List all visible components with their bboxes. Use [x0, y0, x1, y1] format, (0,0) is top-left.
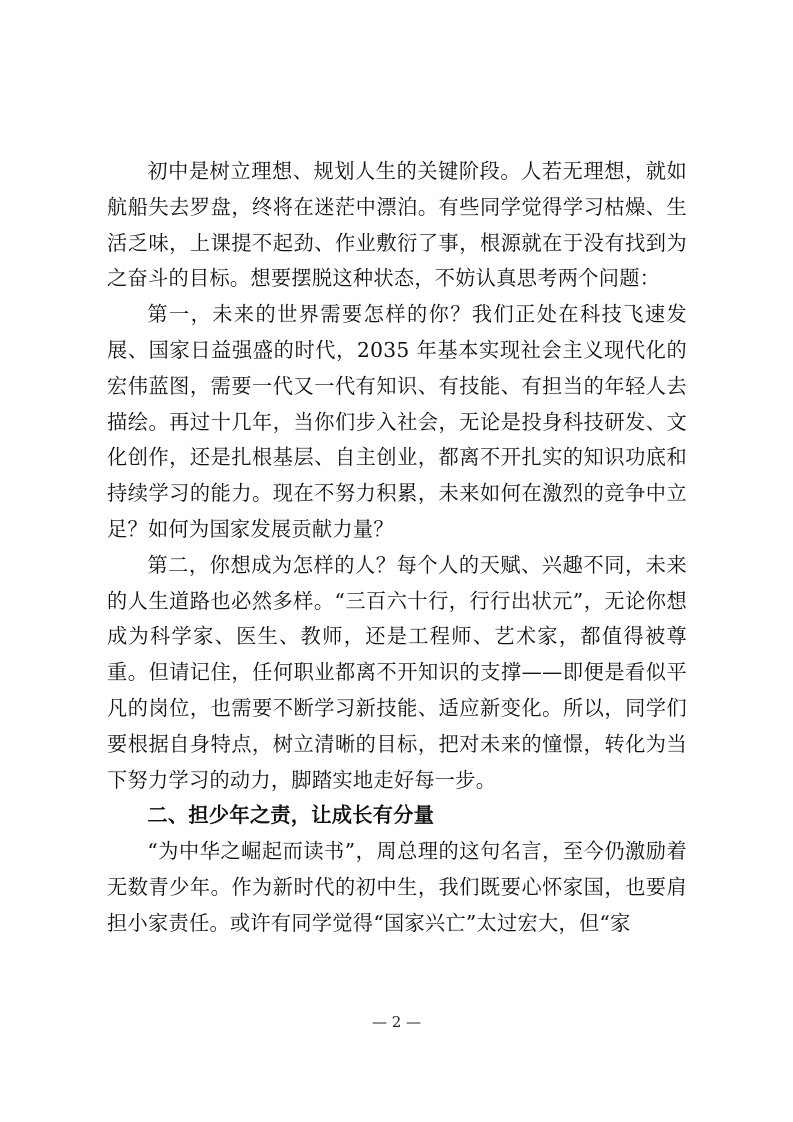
paragraph-responsibility: “为中华之崛起而读书”，周总理的这句名言，至今仍激励着无数青少年。作为新时代的初中生，我们既要心怀家国，也要肩担小家责任。或许有同学觉得“国家兴亡”太过宏大，但“家 — [107, 839, 687, 935]
paragraph-ideals-intro: 初中是树立理想、规划人生的关键阶段。人若无理想，就如航船失去罗盘，终将在迷茫中漂泊。有些同学觉得学习枯燥、生活乏味，上课提不起劲、作业敷衍了事，根源就在于没有找到为之奋斗的目标。想要摆脱这种状态，不妨认真思考两个问题： — [107, 159, 687, 291]
paragraph-question-one: 第一，未来的世界需要怎样的你？我们正处在科技飞速发展、国家日益强盛的时代，2035 年基本实现社会主义现代化的宏伟蓝图，需要一代又一代有知识、有技能、有担当的年轻人去描绘。再过十几年，当你们步入社会，无论是投身科技研发、文化创作，还是扎根基层、自主创业，都离不开扎实的知识功底和持续学习的能力。现在不努力积累，未来如何在激烈的竞争中立足？如何为国家发展贡献力量？ — [107, 302, 687, 541]
section-heading-two: 二、担少年之责，让成长有分量 — [147, 803, 435, 828]
body-text — [107, 154, 687, 942]
page-number: — 2 — — [371, 1013, 422, 1031]
paragraph-question-two: 第二，你想成为怎样的人？每个人的天赋、兴趣不同，未来的人生道路也必然多样。“三百六十行，行行出状元”，无论你想成为科学家、医生、教师，还是工程师、艺术家，都值得被尊重。但请记住，任何职业都离不开知识的支撑——即便是看似平凡的岗位，也需要不断学习新技能、适应新变化。所以，同学们要根据自身特点，树立清晰的目标，把对未来的憧憬，转化为当下努力学习的动力，脚踏实地走好每一步。 — [107, 552, 687, 792]
